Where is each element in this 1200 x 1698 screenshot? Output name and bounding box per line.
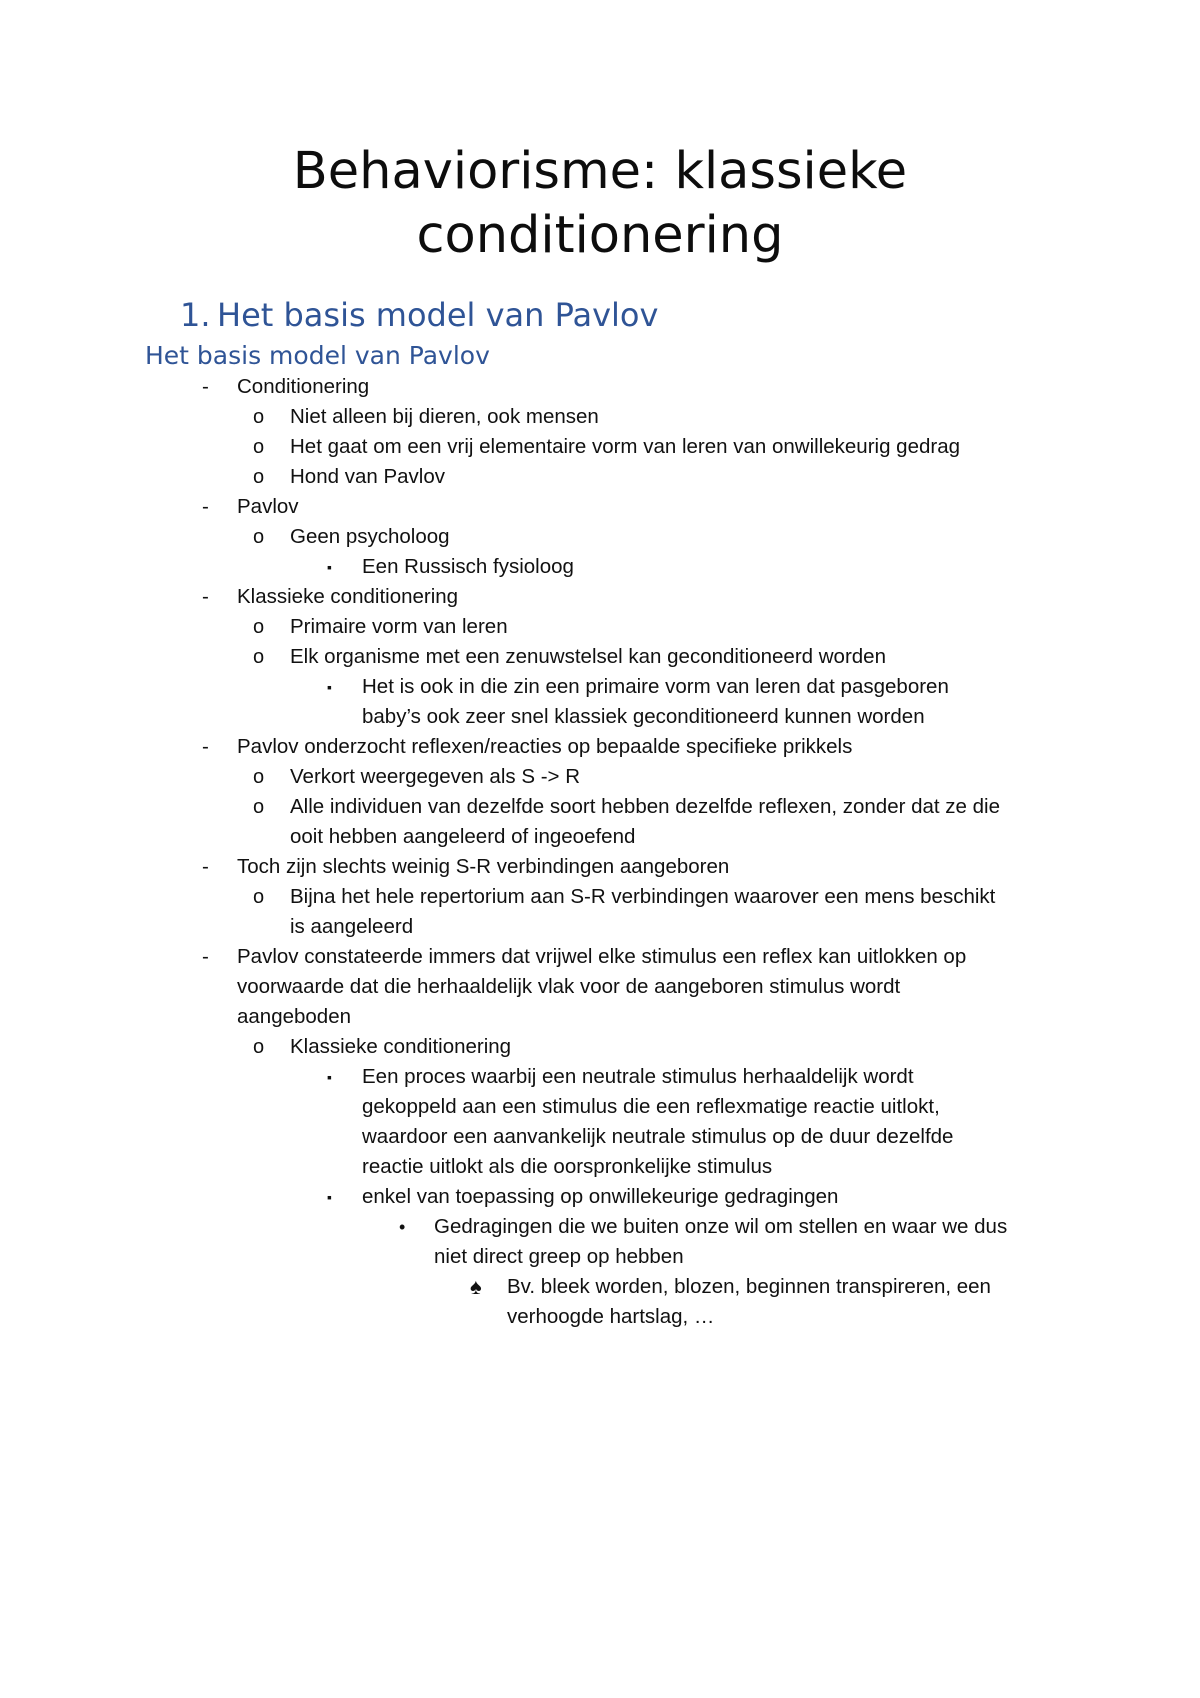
list-item-text: enkel van toepassing op onwillekeurige gedragingen (362, 1185, 839, 1208)
list-item (0, 792, 1200, 822)
list-item (0, 762, 1200, 792)
list-item-text: Pavlov (237, 495, 299, 518)
list-item (0, 1272, 1200, 1302)
list-item-text: gekoppeld aan een stimulus die een reflexmatige reactie uitlokt, (362, 1095, 940, 1118)
bullet-marker-level-1: - (202, 855, 209, 878)
list-item (0, 1212, 1200, 1242)
bullet-marker-level-2: o (253, 886, 265, 908)
list-item-text: is aangeleerd (290, 915, 414, 938)
list-item-text: Bv. bleek worden, blozen, beginnen transpireren, een (507, 1275, 991, 1298)
list-item (0, 492, 1200, 522)
list-item (0, 552, 1200, 582)
bullet-marker-level-2: o (253, 526, 265, 548)
list-item (0, 402, 1200, 432)
list-item-text: Klassieke conditionering (290, 1035, 512, 1058)
document-title (200, 140, 1000, 268)
list-item-continuation (0, 822, 1200, 852)
list-item-text: Het gaat om een vrij elementaire vorm van leren van onwillekeurig gedrag (290, 435, 961, 458)
bullet-marker-level-1: - (202, 375, 209, 398)
bullet-marker-level-4: • (399, 1217, 406, 1237)
bullet-marker-level-2: o (253, 766, 265, 788)
heading-1 (180, 295, 658, 335)
list-item-text: Gedragingen die we buiten onze wil om stellen en waar we dus (434, 1215, 1008, 1238)
bullet-marker-level-2: o (253, 466, 265, 488)
outline-list (0, 372, 1200, 1332)
bullet-marker-level-2: o (253, 616, 265, 638)
list-item-text: Toch zijn slechts weinig S-R verbindingen aangeboren (237, 855, 730, 878)
list-item-continuation (0, 912, 1200, 942)
list-item-text: baby’s ook zeer snel klassiek geconditioneerd kunnen worden (362, 705, 925, 728)
list-item (0, 732, 1200, 762)
bullet-marker-level-3: ▪ (327, 559, 332, 575)
list-item-continuation (0, 1152, 1200, 1182)
list-item (0, 582, 1200, 612)
list-item (0, 672, 1200, 702)
list-item-text: reactie uitlokt als die oorspronkelijke stimulus (362, 1155, 773, 1178)
bullet-marker-level-3: ▪ (327, 1189, 332, 1205)
heading-1-number: 1. (180, 296, 211, 334)
bullet-marker-level-1: - (202, 495, 209, 518)
bullet-marker-level-2: o (253, 406, 265, 428)
bullet-marker-level-1: - (202, 735, 209, 758)
list-item (0, 1062, 1200, 1092)
list-item-text: aangeboden (237, 1005, 352, 1028)
list-item (0, 432, 1200, 462)
bullet-marker-level-1: - (202, 585, 209, 608)
list-item-text: Alle individuen van dezelfde soort hebben dezelfde reflexen, zonder dat ze die (290, 795, 1001, 818)
list-item (0, 612, 1200, 642)
list-item-text: Primaire vorm van leren (290, 615, 508, 638)
bullet-marker-level-3: ▪ (327, 679, 332, 695)
list-item-text: verhoogde hartslag, … (507, 1305, 715, 1328)
list-item (0, 1032, 1200, 1062)
list-item-continuation (0, 1242, 1200, 1272)
heading-2: Het basis model van Pavlov (145, 341, 490, 370)
list-item (0, 942, 1200, 972)
list-item-text: Bijna het hele repertorium aan S-R verbindingen waarover een mens beschikt (290, 885, 996, 908)
list-item (0, 372, 1200, 402)
bullet-marker-level-2: o (253, 796, 265, 818)
list-item (0, 882, 1200, 912)
list-item-text: Elk organisme met een zenuwstelsel kan geconditioneerd worden (290, 645, 886, 668)
list-item-text: Een Russisch fysioloog (362, 555, 574, 578)
list-item-continuation (0, 972, 1200, 1002)
bullet-marker-level-5: ♠ (470, 1274, 482, 1299)
list-item (0, 522, 1200, 552)
list-item (0, 462, 1200, 492)
list-item-text: Niet alleen bij dieren, ook mensen (290, 405, 599, 428)
list-item-continuation (0, 1122, 1200, 1152)
list-item (0, 642, 1200, 672)
list-item-text: Verkort weergegeven als S -> R (290, 765, 580, 788)
list-item-text: Het is ook in die zin een primaire vorm van leren dat pasgeboren (362, 675, 949, 698)
title-line-2: conditionering (416, 206, 784, 265)
list-item-text: Klassieke conditionering (237, 585, 459, 608)
list-item-text: Conditionering (237, 375, 370, 398)
list-item-text: Geen psycholoog (290, 525, 450, 548)
title-line-1: Behaviorisme: klassieke (292, 142, 908, 201)
list-item-text: niet direct greep op hebben (434, 1245, 684, 1268)
list-item-text: voorwaarde dat die herhaaldelijk vlak voor de aangeboren stimulus wordt (237, 975, 901, 998)
list-item-continuation (0, 1302, 1200, 1332)
list-item-text: ooit hebben aangeleerd of ingeoefend (290, 825, 636, 848)
bullet-marker-level-2: o (253, 1036, 265, 1058)
list-item-text: Pavlov constateerde immers dat vrijwel elke stimulus een reflex kan uitlokken op (237, 945, 967, 968)
bullet-marker-level-2: o (253, 646, 265, 668)
bullet-marker-level-2: o (253, 436, 265, 458)
list-item-continuation (0, 1092, 1200, 1122)
heading-1-text: Het basis model van Pavlov (217, 296, 659, 334)
list-item-continuation (0, 702, 1200, 732)
bullet-marker-level-1: - (202, 945, 209, 968)
bullet-marker-level-3: ▪ (327, 1069, 332, 1085)
list-item-continuation (0, 1002, 1200, 1032)
list-item (0, 1182, 1200, 1212)
list-item-text: Hond van Pavlov (290, 465, 445, 488)
list-item-text: waardoor een aanvankelijk neutrale stimulus op de duur dezelfde (362, 1125, 954, 1148)
list-item (0, 852, 1200, 882)
list-item-text: Pavlov onderzocht reflexen/reacties op bepaalde specifieke prikkels (237, 735, 853, 758)
list-item-text: Een proces waarbij een neutrale stimulus herhaaldelijk wordt (362, 1065, 914, 1088)
